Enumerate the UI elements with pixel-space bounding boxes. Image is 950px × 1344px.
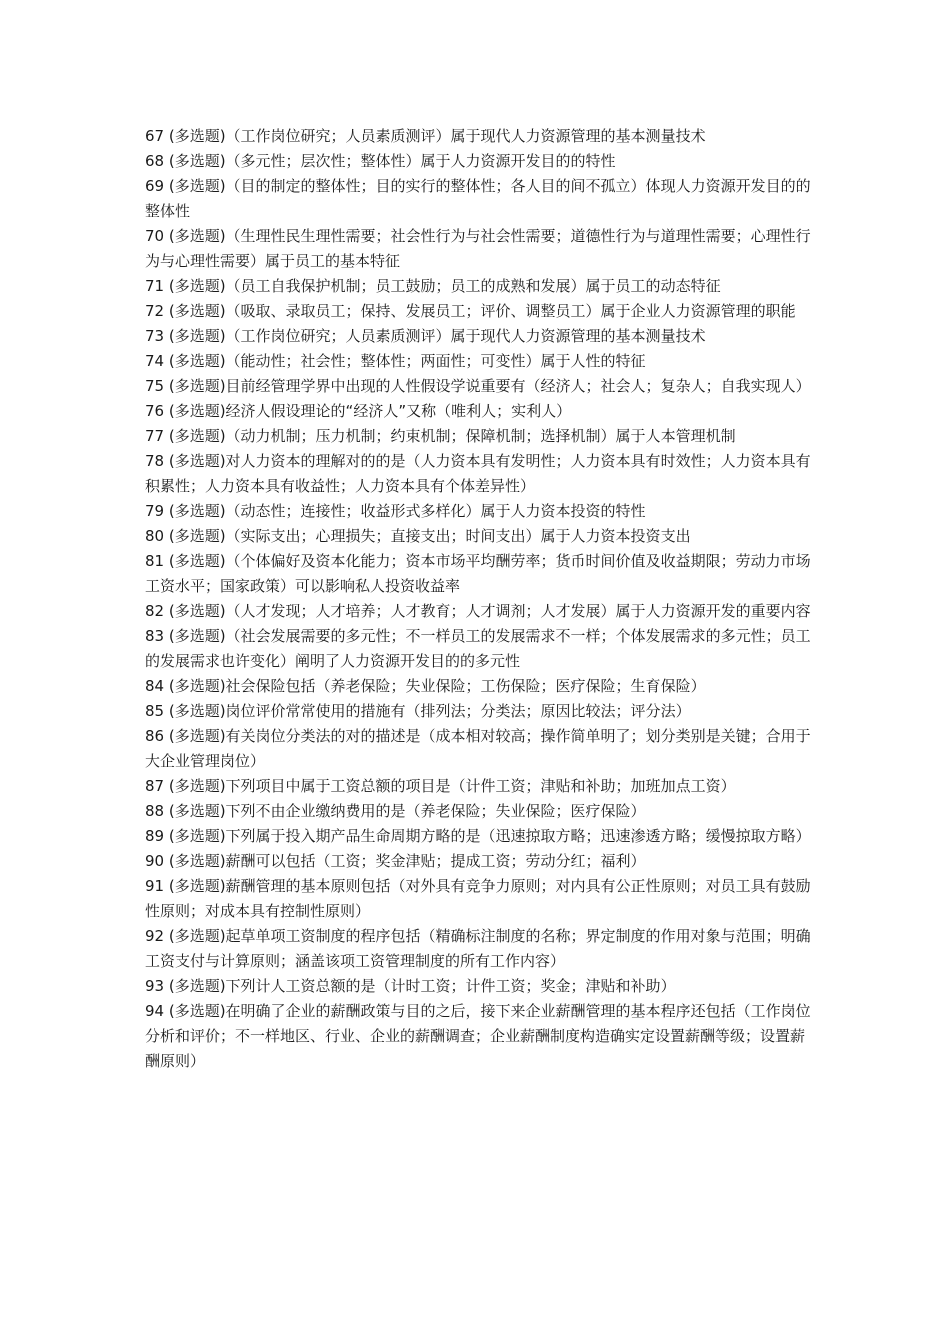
question-70: 70 (多选题)（生理性民生理性需要；社会性行为与社会性需要；道德性行为与道理性需要；心理性行为与心理性需要）属于员工的基本特征 [145,227,811,270]
question-86: 86 (多选题)有关岗位分类法的对的描述是（成本相对较高；操作简单明了；划分类别是关键；合用于大企业管理岗位） [145,727,811,770]
question-73: 73 (多选题)（工作岗位研究；人员素质测评）属于现代人力资源管理的基本测量技术 [145,327,706,345]
question-84: 84 (多选题)社会保险包括（养老保险；失业保险；工伤保险；医疗保险；生育保险） [145,677,706,695]
question-92: 92 (多选题)起草单项工资制度的程序包括（精确标注制度的名称；界定制度的作用对象与范围；明确工资支付与计算原则；涵盖该项工资管理制度的所有工作内容） [145,927,811,970]
question-82: 82 (多选题)（人才发现；人才培养；人才教育；人才调剂；人才发展）属于人力资源开发的重要内容 [145,602,811,620]
question-76: 76 (多选题)经济人假设理论的“经济人”又称（唯利人；实利人） [145,402,572,420]
question-81: 81 (多选题)（个体偏好及资本化能力；资本市场平均酬劳率；货币时间价值及收益期限；劳动力市场工资水平；国家政策）可以影响私人投资收益率 [145,552,811,595]
question-68: 68 (多选题)（多元性；层次性；整体性）属于人力资源开发目的的特性 [145,152,616,170]
question-71: 71 (多选题)（员工自我保护机制；员工鼓励；员工的成熟和发展）属于员工的动态特征 [145,277,721,295]
question-72: 72 (多选题)（吸取、录取员工；保持、发展员工；评价、调整员工）属于企业人力资源管理的职能 [145,302,796,320]
question-80: 80 (多选题)（实际支出；心理损失；直接支出；时间支出）属于人力资本投资支出 [145,527,691,545]
document-body [145,124,815,1074]
question-67: 67 (多选题)（工作岗位研究；人员素质测评）属于现代人力资源管理的基本测量技术 [145,127,706,145]
question-89: 89 (多选题)下列属于投入期产品生命周期方略的是（迅速掠取方略；迅速渗透方略；缓慢掠取方略） [145,827,811,845]
question-83: 83 (多选题)（社会发展需要的多元性；不一样员工的发展需求不一样；个体发展需求的多元性；员工的发展需求也许变化）阐明了人力资源开发目的的多元性 [145,627,811,670]
question-79: 79 (多选题)（动态性；连接性；收益形式多样化）属于人力资本投资的特性 [145,502,646,520]
question-88: 88 (多选题)下列不由企业缴纳费用的是（养老保险；失业保险；医疗保险） [145,802,646,820]
question-74: 74 (多选题)（能动性；社会性；整体性；两面性；可变性）属于人性的特征 [145,352,646,370]
question-90: 90 (多选题)薪酬可以包括（工资；奖金津贴；提成工资；劳动分红；福利） [145,852,646,870]
question-93: 93 (多选题)下列计人工资总额的是（计时工资；计件工资；奖金；津贴和补助） [145,977,676,995]
question-94: 94 (多选题)在明确了企业的薪酬政策与目的之后，接下来企业薪酬管理的基本程序还包括（工作岗位分析和评价；不一样地区、行业、企业的薪酬调查；企业薪酬制度构造确实定设置薪酬等级；设置薪酬原则） [145,1002,811,1070]
question-87: 87 (多选题)下列项目中属于工资总额的项目是（计件工资；津贴和补助；加班加点工资） [145,777,736,795]
question-91: 91 (多选题)薪酬管理的基本原则包括（对外具有竞争力原则；对内具有公正性原则；对员工具有鼓励性原则；对成本具有控制性原则） [145,877,811,920]
question-85: 85 (多选题)岗位评价常常使用的措施有（排列法；分类法；原因比较法；评分法） [145,702,691,720]
question-75: 75 (多选题)目前经管理学界中出现的人性假设学说重要有（经济人；社会人；复杂人；自我实现人） [145,377,811,395]
question-69: 69 (多选题)（目的制定的整体性；目的实行的整体性；各人目的间不孤立）体现人力资源开发目的的整体性 [145,177,811,220]
question-77: 77 (多选题)（动力机制；压力机制；约束机制；保障机制；选择机制）属于人本管理机制 [145,427,736,445]
question-78: 78 (多选题)对人力资本的理解对的的是（人力资本具有发明性；人力资本具有时效性；人力资本具有积累性；人力资本具有收益性；人力资本具有个体差异性） [145,452,811,495]
